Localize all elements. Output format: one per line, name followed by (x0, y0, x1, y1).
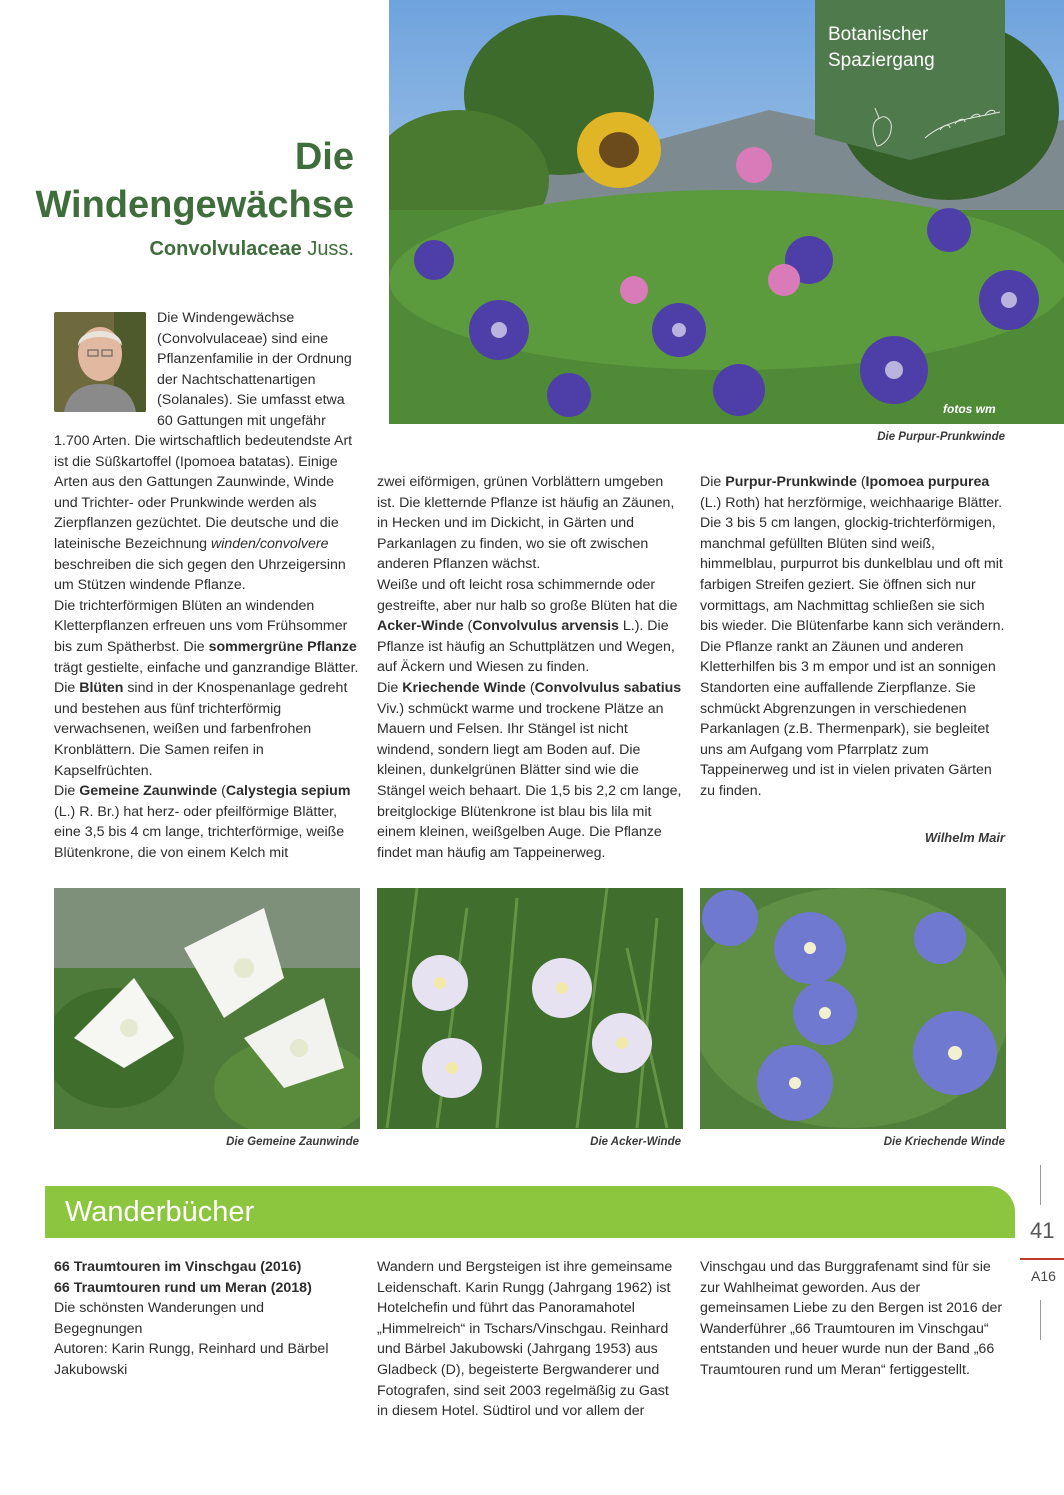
page-rule (1020, 1258, 1064, 1260)
page-number: 41 (1030, 1218, 1055, 1243)
books-column-2: Wandern und Bergsteigen ist ihre gemeinsame Leidenschaft. Karin Rungg (Jahrgang 1962) ist Hotelchefin und führt das Panoramahotel „Himmelreich“ in Tschars/Vinschgau. Reinhard und Bärbel Jakubowski (Jahrgang 1953) aus Gladbeck (D), begeisterte Bergwanderer und Fotografen, sind seit 2003 regelmäßig zu Gast in diesem Hotel. Südtirol und vor allem der (377, 1259, 673, 1420)
books-column-3: Vinschgau und das Burggrafenamt sind für sie zur Wahlheimat geworden. Aus der gemeinsamen Liebe zu den Bergen ist 2016 der Wanderführer „66 Traumtouren im Vinschgau“ entstanden und heuer wurde nun der Band „66 Traumtouren rund um Meran“ fertiggestellt. (700, 1259, 1003, 1378)
caption-gemeine-zaunwinde: Die Gemeine Zaunwinde (226, 1136, 359, 1148)
intro-text: Die Windengewächse (Convolvulaceae) sind eine Pflanzenfamilie in der Ordnung der Nachtschattenartigen (Solanales). Sie umfasst etwa 60 Gattungen mit ungefähr (157, 310, 352, 429)
col2-paragraph-2: Weiße und oft leicht rosa schimmernde oder gestreifte, aber nur halb so große Blüten hat die Acker-Winde (Convolvulus arvensis L.). Die Pflanze ist häufig an Schuttplätzen und Wegen, auf Äckern und Wiesen zu finden. (377, 576, 678, 676)
title-line1: Die (294, 136, 354, 178)
photo-gemeine-zaunwinde (54, 888, 360, 1129)
col1-paragraph-1: 1.700 Arten. Die wirtschaftlich bedeutendste Art ist die Süßkartoffel (Ipomoea batatas). Einige Arten aus den Gattungen Zaunwinde, Winde und Trichter- oder Prunkwinde werden als Zierpflanzen gezüchtet. Die deutsche und die lateinische Bezeichnung winden/convolvere beschreiben die sich gegen den Uhrzeigersinn um Stützen windende Pflanze. (54, 433, 353, 594)
book-title-1: 66 Traumtouren im Vinschgau (2016) (54, 1259, 302, 1275)
col3-paragraph-1: Die Purpur-Prunkwinde (Ipomoea purpurea (L.) Roth) hat herzförmige, weichhaarige Blätter. Die 3 bis 5 cm langen, glockig-trichterförmigen, manchmal gefüllten Blüten sind weiß, himmelblau, purpurrot bis dunkelblau und oft mit farbigen Streifen geziert. Sie öffnen sich nur vormittags, am Nachmittag schließen sie sich bis wieder. Die Blütenfarbe kann sich verändern. Die Pflanze rankt an Zäunen und anderen Kletterhilfen bis 3 m empor und ist an sonnigen Standorten eine auffallende Zierpflanze. Sie schmückt Abgrenzungen in verschiedenen Parkanlagen (z.B. Thermenpark), sie begleitet uns am Aufgang vom Pfarrplatz zum Tappeinerweg und ist in vielen privaten Gärten zu finden. (700, 474, 1005, 799)
page-tick-top (1040, 1165, 1041, 1205)
books-column-1 (54, 1257, 354, 1381)
page-subtitle (149, 238, 354, 261)
book-description: Die schönsten Wanderungen und Begegnungen (54, 1300, 265, 1337)
article-author: Wilhelm Mair (924, 830, 1005, 845)
badge-text: Botanischer Spaziergang (828, 24, 935, 71)
col2-paragraph-1: zwei eiförmigen, grünen Vorblättern umgeben ist. Die kletternde Pflanze ist häufig an Zäunen, in Hecken und im Dickicht, in Gärten und Parkanlagen zu finden, wo sie oft zwischen anderen Pflanzen wächst. (377, 474, 675, 573)
banner-title: Wanderbücher (65, 1196, 255, 1228)
caption-kriechende-winde: Die Kriechende Winde (883, 1136, 1005, 1148)
page-title (35, 133, 354, 229)
col2-paragraph-3: Die Kriechende Winde (Convolvulus sabatius Viv.) schmückt warme und trockene Plätze an Mauern und Felsen. Ihr Stängel ist nicht windend, sondern liegt am Boden auf. Die kleinen, dunkelgrünen Blätter sind wie die Stängel weich behaart. Die 1,5 bis 2,2 cm lange, breitglockige Blütenkrone ist blau bis lila mit einem kleinen, weißgelben Auge. Die Pflanze findet man häufig am Tappeinerweg. (377, 679, 682, 861)
author-portrait (54, 312, 146, 412)
page-code: A16 (1031, 1268, 1056, 1284)
col1-paragraph-3: Die Gemeine Zaunwinde (Calystegia sepium (L.) R. Br.) hat herz- oder pfeilförmige Blätter, eine 3,5 bis 4 cm lange, trichterförmige, weiße Blütenkrone, die von einem Kelch mit (54, 783, 351, 861)
photo-credit: fotos wm (943, 402, 996, 416)
book-title-2: 66 Traumtouren rund um Meran (2018) (54, 1279, 312, 1296)
subtitle-author: Juss. (307, 238, 354, 260)
subtitle-family: Convolvulaceae (149, 238, 302, 260)
book-authors: Autoren: Karin Rungg, Reinhard und Bärbel Jakubowski (54, 1341, 329, 1378)
column-1 (54, 431, 360, 863)
caption-acker-winde: Die Acker-Winde (590, 1136, 681, 1148)
col1-paragraph-2: Die trichterförmigen Blüten an windenden Kletterpflanzen erfreuen uns vom Frühsommer bis zum Spätherbst. Die sommergrüne Pflanze trägt gestielte, einfache und ganzrandige Blätter. Die Blüten sind in der Knospenanlage gedreht und bestehen aus fünf trichterförmig verwachsenen, weißen und farbenfrohen Kronblättern. Die Samen reifen in Kapselfrüchten. (54, 597, 359, 779)
column-2 (377, 472, 683, 863)
photo-acker-winde (377, 888, 683, 1129)
page-tick-bottom (1040, 1300, 1041, 1340)
title-line2: Windengewächse (35, 184, 354, 226)
column-3 (700, 472, 1006, 802)
photo-kriechende-winde (700, 888, 1006, 1129)
hero-caption: Die Purpur-Prunkwinde (877, 431, 1005, 443)
